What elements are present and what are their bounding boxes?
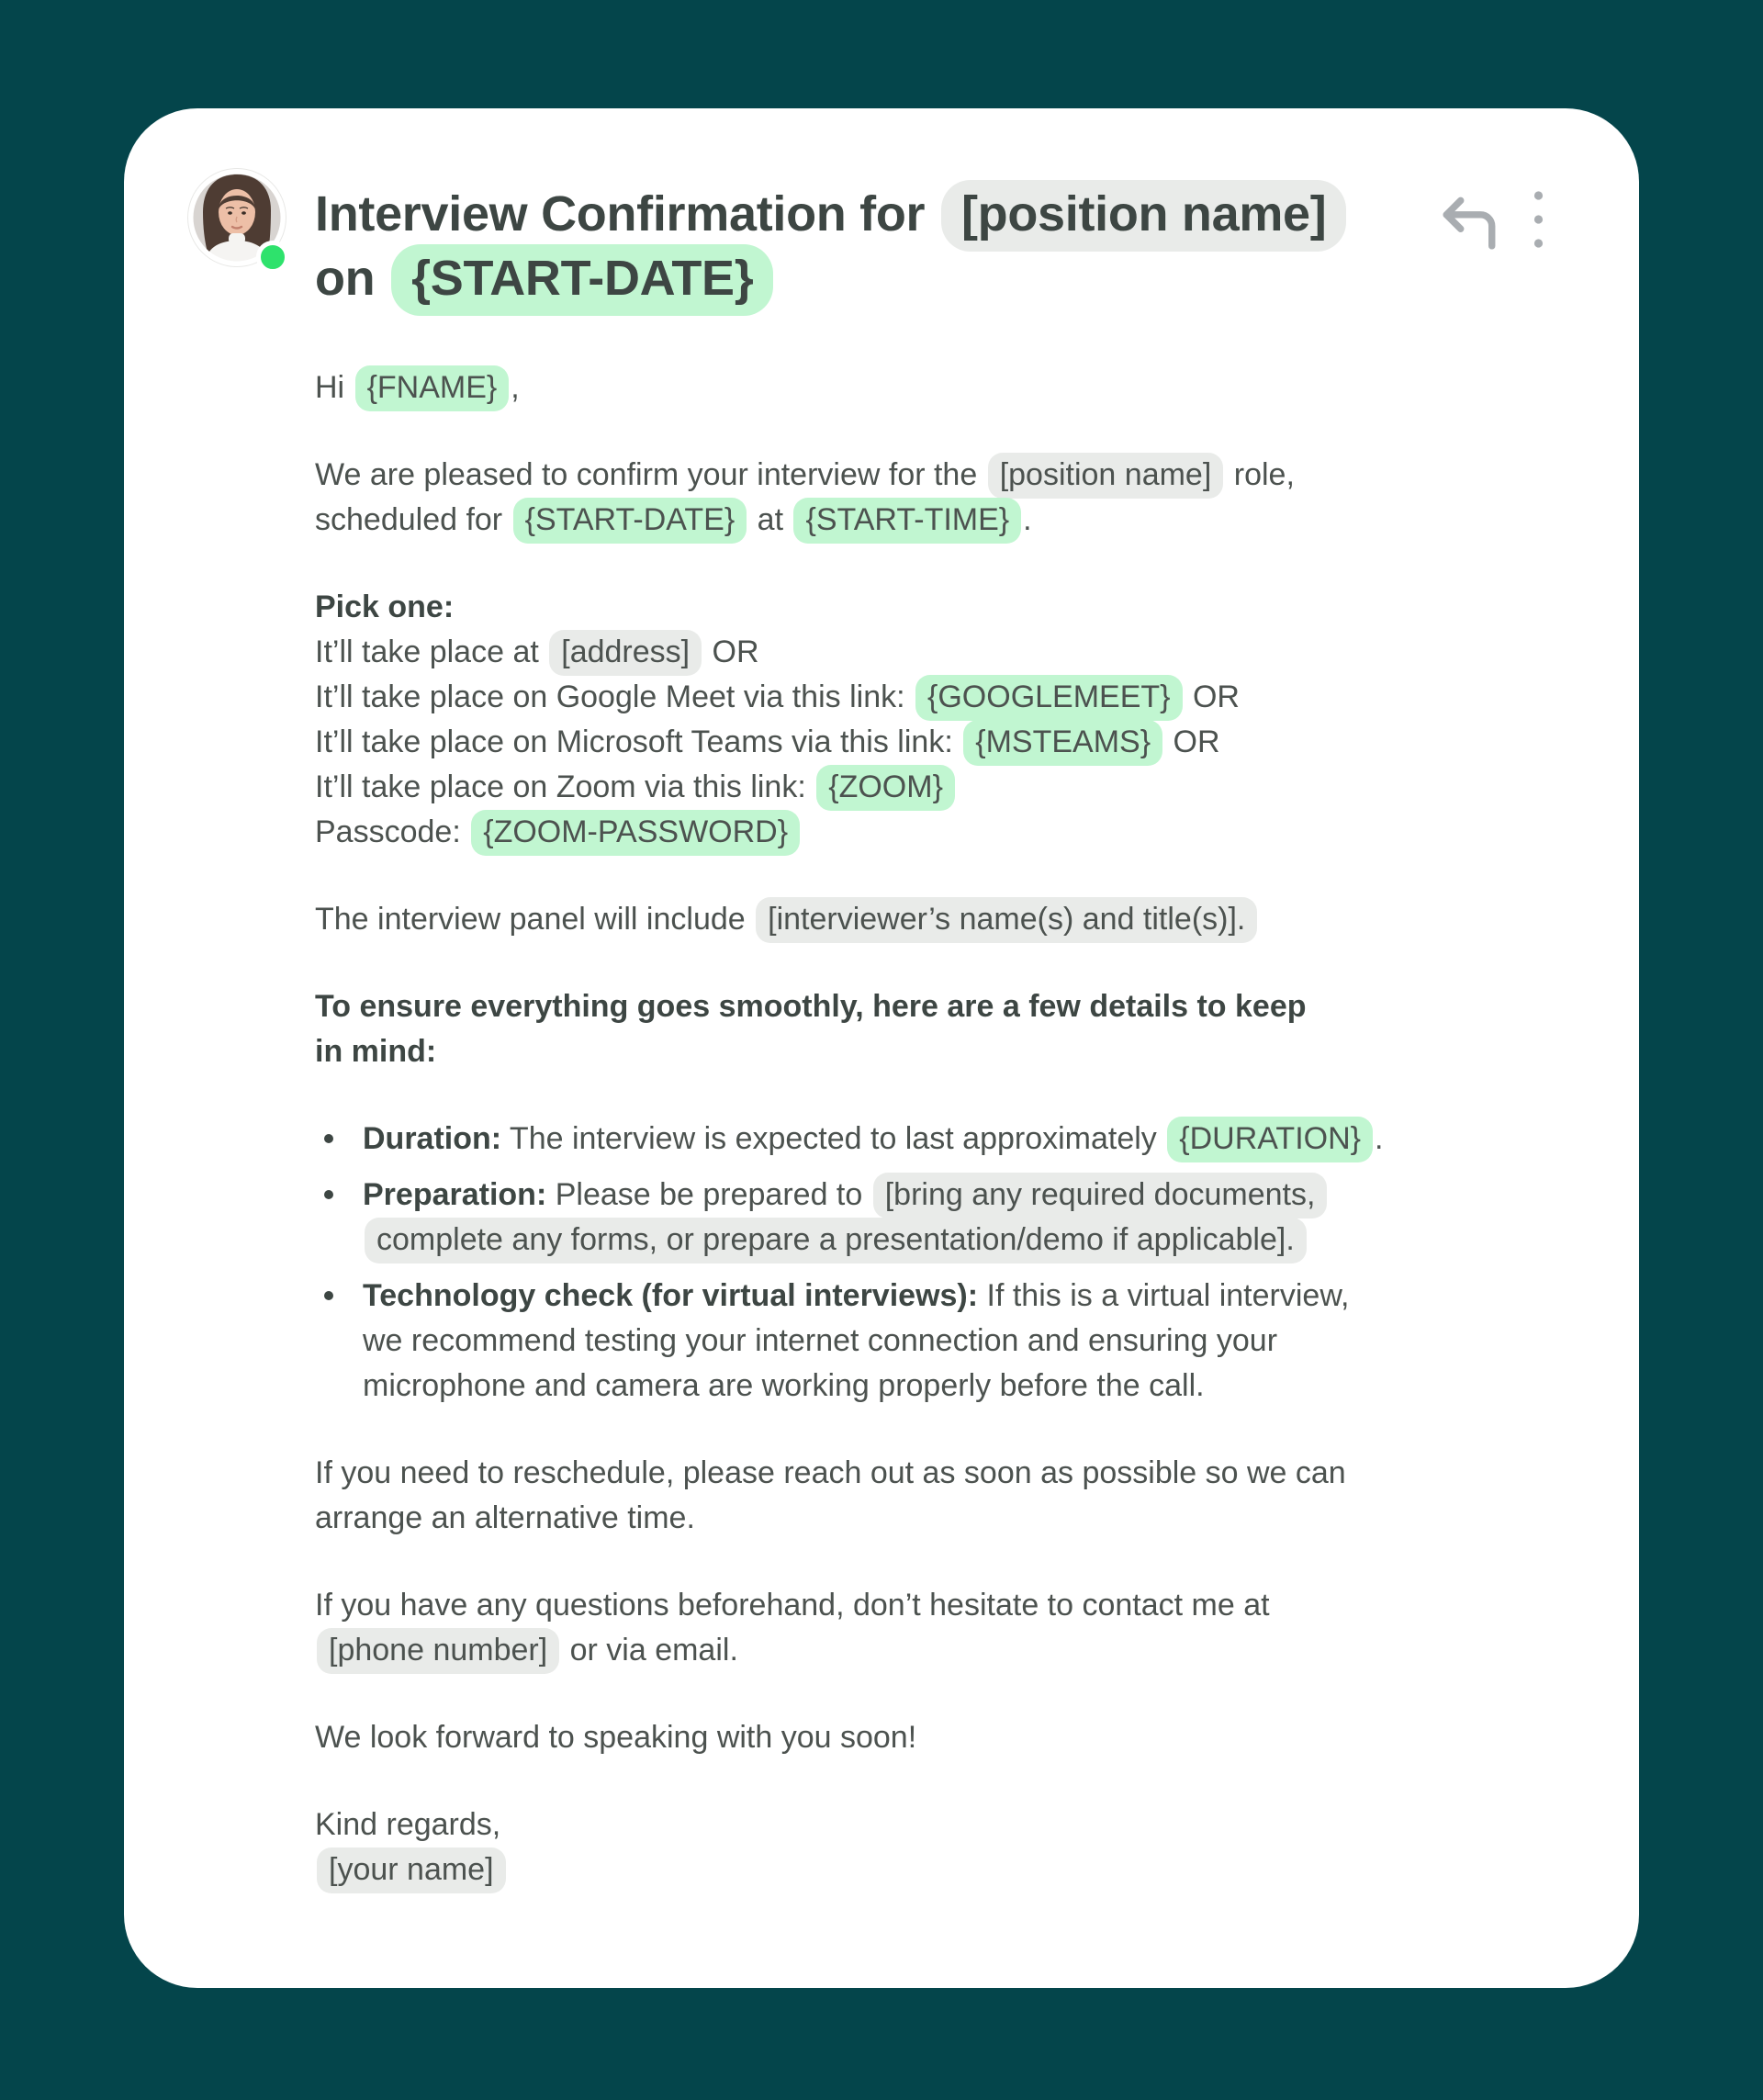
placeholder-token-green: {DURATION} xyxy=(1167,1117,1373,1162)
text-run: To ensure everything goes smoothly, here are a few details to keep xyxy=(315,989,1307,1024)
reply-arrow-icon xyxy=(1434,189,1504,252)
placeholder-token-gray: complete any forms, or prepare a presentation/demo if applicable]. xyxy=(365,1218,1307,1263)
details-heading xyxy=(315,984,1584,1074)
text-run: arrange an alternative time. xyxy=(315,1500,695,1535)
placeholder-token-green: {START-DATE} xyxy=(513,498,747,544)
pick-one-paragraph xyxy=(315,585,1584,855)
text-run: If you need to reschedule, please reach out as soon as possible so we can xyxy=(315,1455,1346,1490)
text-run: microphone and camera are working properly before the call. xyxy=(363,1368,1205,1403)
placeholder-token-green: {START-DATE} xyxy=(391,244,773,316)
text-run: Interview Confirmation for xyxy=(315,186,938,241)
email-card xyxy=(124,108,1639,1988)
text-run: It’ll take place on Microsoft Teams via this link: xyxy=(315,724,962,759)
more-options-button[interactable] xyxy=(1530,189,1547,253)
online-status-dot xyxy=(256,241,289,274)
reply-button[interactable] xyxy=(1434,189,1504,254)
placeholder-token-green: {GOOGLEMEET} xyxy=(915,675,1183,721)
details-bullet-list xyxy=(315,1117,1584,1409)
placeholder-token-gray: [interviewer’s name(s) and title(s)]. xyxy=(756,897,1257,943)
text-run: Passcode: xyxy=(315,814,470,849)
placeholder-token-gray: [phone number] xyxy=(317,1628,559,1674)
text-run: OR xyxy=(703,634,759,669)
placeholder-token-green: {START-TIME} xyxy=(793,498,1021,544)
text-run: scheduled for xyxy=(315,502,511,537)
text-run: It’ll take place at xyxy=(315,634,548,669)
text-run: . xyxy=(1375,1121,1384,1156)
panel-paragraph xyxy=(315,897,1584,942)
bullet-item xyxy=(315,1173,1584,1263)
placeholder-token-gray: [bring any required documents, xyxy=(873,1173,1328,1218)
text-run: Preparation: xyxy=(363,1177,547,1212)
text-run: The interview panel will include xyxy=(315,902,755,937)
placeholder-token-gray: [position name] xyxy=(941,180,1347,252)
avatar xyxy=(188,169,286,266)
text-run: we recommend testing your internet connection and ensuring your xyxy=(363,1323,1278,1358)
text-run: Technology check (for virtual interviews): xyxy=(363,1278,979,1313)
text-run: If this is a virtual interview, xyxy=(978,1278,1350,1313)
bullet-item xyxy=(315,1274,1584,1409)
placeholder-token-green: {FNAME} xyxy=(355,365,510,411)
text-run: Pick one: xyxy=(315,590,455,624)
text-run: If you have any questions beforehand, don’t hesitate to contact me at xyxy=(315,1588,1270,1623)
header-actions xyxy=(1434,189,1547,254)
placeholder-token-green: {ZOOM-PASSWORD} xyxy=(471,810,800,856)
text-run: Duration: xyxy=(363,1121,502,1156)
text-run: , xyxy=(511,370,520,405)
text-run: on xyxy=(315,251,389,306)
text-run: We are pleased to confirm your interview for the xyxy=(315,457,986,492)
placeholder-token-green: {ZOOM} xyxy=(816,765,955,811)
text-run: It’ll take place on Zoom via this link: xyxy=(315,769,815,804)
text-run: Kind regards, xyxy=(315,1807,501,1842)
email-body xyxy=(315,365,1584,1892)
text-run: The interview is expected to last approximately xyxy=(501,1121,1166,1156)
page-title xyxy=(315,182,1444,310)
text-run: Please be prepared to xyxy=(546,1177,871,1212)
placeholder-token-green: {MSTEAMS} xyxy=(963,720,1162,766)
placeholder-token-gray: [position name] xyxy=(988,453,1224,499)
text-run: It’ll take place on Google Meet via this link: xyxy=(315,679,914,714)
text-run: We look forward to speaking with you soon! xyxy=(315,1720,917,1755)
signature-paragraph xyxy=(315,1802,1584,1892)
text-run: OR xyxy=(1164,724,1220,759)
text-run: role, xyxy=(1225,457,1295,492)
placeholder-token-gray: [your name] xyxy=(317,1847,506,1893)
text-run: OR xyxy=(1184,679,1240,714)
closing-paragraph xyxy=(315,1715,1584,1760)
text-run: or via email. xyxy=(561,1633,738,1668)
text-run: Hi xyxy=(315,370,354,405)
bullet-item xyxy=(315,1117,1584,1162)
kebab-menu-icon xyxy=(1530,189,1547,250)
text-run: in mind: xyxy=(315,1034,437,1069)
text-run: . xyxy=(1023,502,1032,537)
questions-paragraph xyxy=(315,1583,1584,1673)
placeholder-token-gray: [address] xyxy=(549,630,702,676)
confirmation-paragraph xyxy=(315,453,1584,543)
text-run: at xyxy=(748,502,792,537)
greeting-paragraph xyxy=(315,365,1584,410)
reschedule-paragraph xyxy=(315,1451,1584,1541)
